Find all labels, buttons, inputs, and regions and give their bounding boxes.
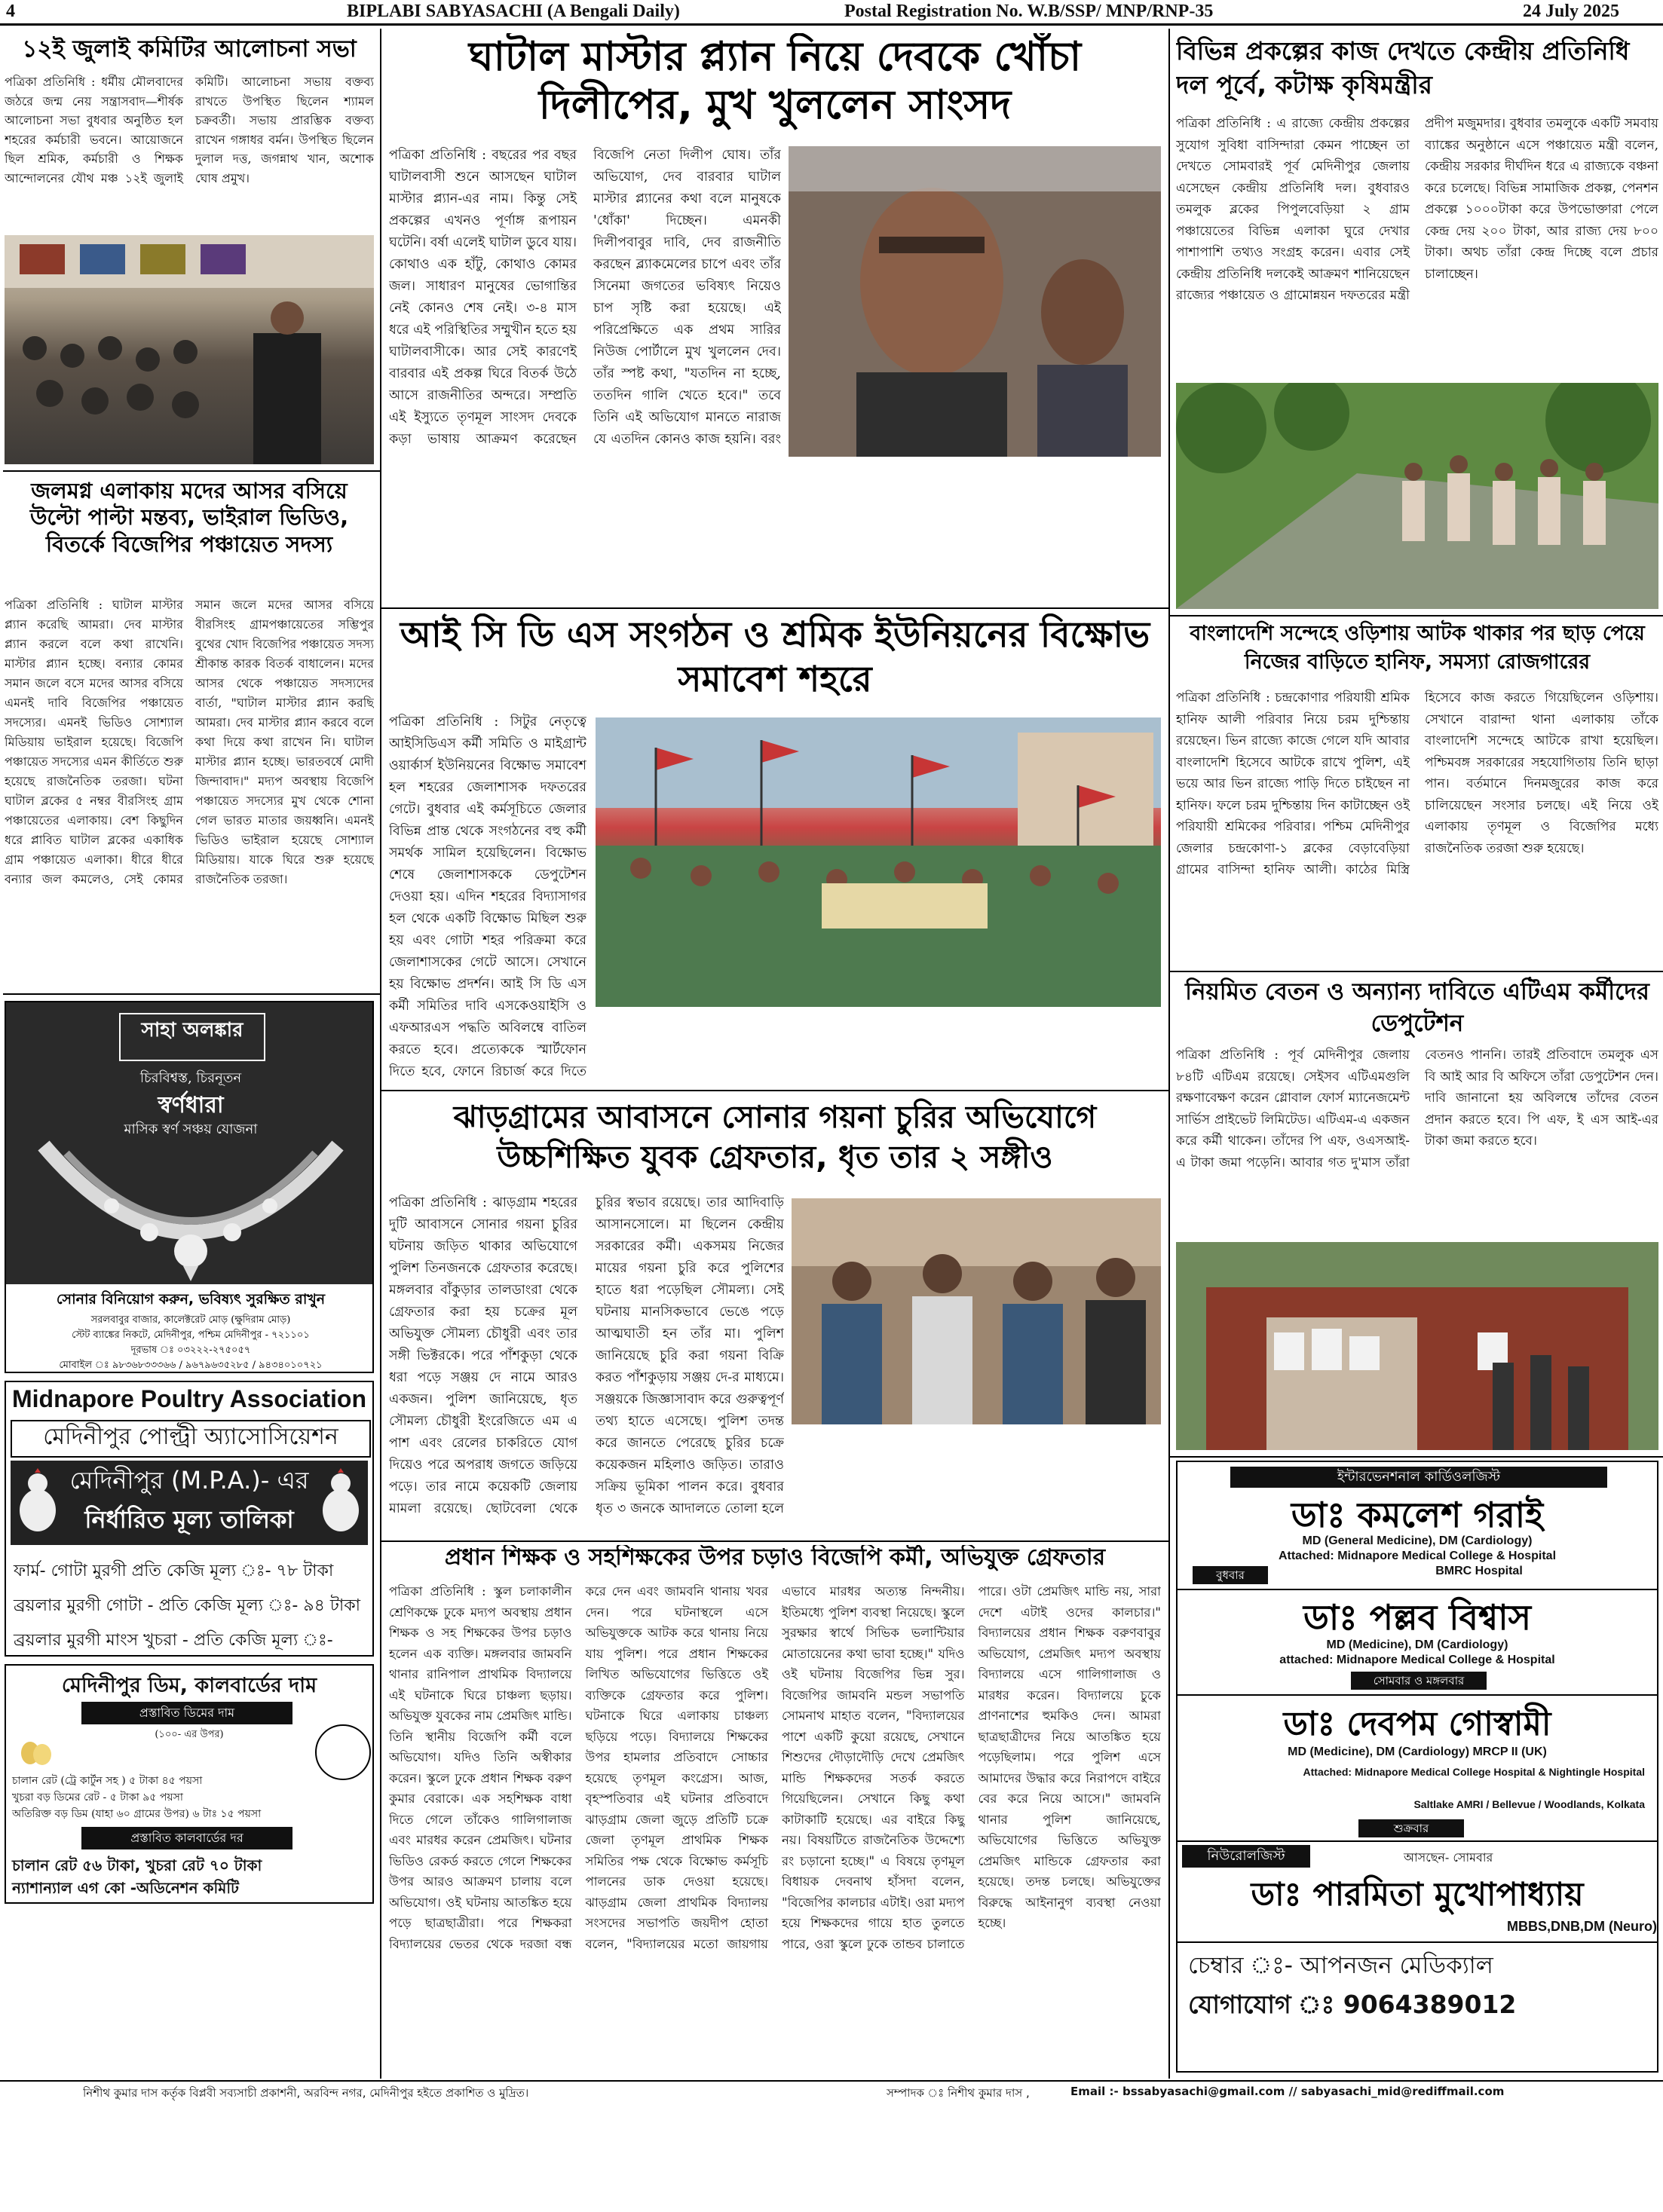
poultry-ad <box>5 1381 374 1657</box>
poultry-price-row: ব্রয়লার মুরগী মাংস খুচরা - প্রতি কেজি মূল্য ঃ- <box>14 1631 333 1650</box>
meeting-photo <box>5 235 374 464</box>
egg-price-row: অতিরিক্ত বড় ডিম (যাহা ৬০ গ্রামের উপর) ৬ টাঃ ১৫ পয়সা <box>12 1808 262 1820</box>
story-ghatal-continued <box>389 455 1161 604</box>
atm-photo-art <box>1176 1242 1658 1450</box>
jewellery-footer <box>6 1284 374 1373</box>
poultry-title-en: Midnapore Poultry Association <box>12 1385 366 1412</box>
poultry-title-bn: মেদিনীপুর পোল্ট্রী অ্যাসোসিয়েশন <box>11 1420 371 1458</box>
field-visit-photo-art <box>1176 383 1658 609</box>
dev-photo-art <box>789 146 1161 457</box>
story-atm-body: পত্রিকা প্রতিনিধি : পূর্ব মেদিনীপুর জেলায় ৮৪টি এটিএম রয়েছে। সেইসব এটিএমগুলি রক্ষণাবেক্ষণ করেন গ্লোবাল ফোর্স ম্যানেজমেন্ট সার্ভিস প্রাইভেট লিমিটেড। এটিএম-এ একজন করে কর্মী থাকেন। তাঁদের পি এফ, ওএসআই-এ টাকা জমা পড়েনি। আবার গত দু'মাস তাঁরা বেতনও পাননি। তারই প্রতিবাদে তমলুক এস বি আই আর বি অফিসে তাঁরা ডেপুটেশন দেন। দাবি জানানো হয় অবিলম্বে তাঁদের বেতন প্রদান করতে হবে। পি এফ, ই এস আই-এর টাকা জমা করতে হবে। <box>1176 1048 1658 1170</box>
kalbird-price-row: চালান রেট ৫৬ টাকা, খুচরা রেট ৭০ টাকা <box>12 1856 262 1874</box>
story-icds-continued <box>596 1013 1161 1085</box>
egg-title: মেদিনীপুর ডিম, কালবার্ডের দাম <box>61 1674 317 1697</box>
doctor3-attached: Attached: Midnapore Medical College Hospital & Nightingle Hospital <box>1303 1766 1645 1778</box>
story-central-body: পত্রিকা প্রতিনিধি : এ রাজ্যে কেন্দ্রীয় প্রকল্পের সুযোগ সুবিধা বাসিন্দারা কেমন পাচ্ছেন তা দেখতে সোমবারই পূর্ব মেদিনীপুর জেলায় এসেছেন কেন্দ্রীয় প্রতিনিধি দল। বুধবারও তমলুক ব্লকের পিপুলবেড়িয়া ২ গ্রাম পঞ্চায়েতের বিভিন্ন এলাকা ঘুরে দেখার পাশাপাশি তথ্যও সংগ্রহ করেন। এবার সেই কেন্দ্রীয় প্রতিনিধি দলকেই আক্রমণ শানিয়েছেন রাজ্যের পঞ্চায়েত ও গ্রামোন্নয়ন দফতরের মন্ত্রী প্রদীপ মজুমদার। বুধবার তমলুকে একটি সমবায় ব্যাঙ্কের অনুষ্ঠানে এসে পঞ্চায়েত মন্ত্রী বলেন, কেন্দ্রীয় সরকার দীর্ঘদিন ধরে এ রাজ্যকে বঞ্চনা করে চলেছে। বিভিন্ন সামাজিক প্রকল্প, পেনশন প্রকল্পে ১০০০টাকা করে উপভোক্তারা পেলে কেন্দ্র দেয় ২০০ টাকা, আর রাজ্য দেয় ৮০০ টাকা। অথচ তাঁরা কেন্দ্র দিচ্ছে বলে প্রচার চালাচ্ছেন। <box>1176 116 1658 303</box>
rally-photo <box>596 717 1161 1007</box>
doctor2-attached: attached: Midnapore Medical College & Hospital <box>1279 1654 1555 1666</box>
seal-icon <box>315 1724 371 1780</box>
arrest-photo-art <box>792 1198 1161 1424</box>
doctor-rule <box>1178 1840 1657 1842</box>
atm-photo <box>1176 1242 1658 1450</box>
egg-ad <box>5 1664 374 1904</box>
dev-photo <box>789 146 1161 457</box>
egg-icon <box>17 1736 54 1767</box>
section-rule <box>1168 971 1663 972</box>
doctor2-degree: MD (Medicine), DM (Cardiology) <box>1326 1638 1508 1651</box>
masthead <box>0 0 1663 26</box>
jewellery-phone: দূরভাষ ঃ ০৩২২২-২৭৫০৫৭ <box>130 1345 251 1356</box>
poultry-banner-line1: মেদিনীপুর (M.P.A.)- এর <box>69 1466 309 1495</box>
kalbird-price-list <box>12 1854 371 1899</box>
headline-jhargram: ঝাড়গ্রামের আবাসনে সোনার গয়না চুরির অভিযোগে উচ্চশিক্ষিত যুবক গ্রেফতার, ধৃত তার ২ সঙ্গীও <box>453 1099 1097 1176</box>
jewellery-scheme-sub: মাসিক স্বর্ণ সঞ্চয় যোজনা <box>124 1121 258 1137</box>
doctor3-attached2: Saltlake AMRI / Bellevue / Woodlands, Kolkata <box>1413 1798 1645 1810</box>
headline-central: বিভিন্ন প্রকল্পের কাজ দেখতে কেন্দ্রীয় প্রতিনিধি দল পূর্বে, কটাক্ষ কৃষিমন্ত্রীর <box>1176 36 1630 99</box>
headline-atm: নিয়মিত বেতন ও অন্যান্য দাবিতে এটিএম কর্মীদের ডেপুটেশন <box>1185 978 1649 1037</box>
story-committee-body: পত্রিকা প্রতিনিধি : ধর্মীয় মৌলবাদের জঠরে জন্ম নেয় সন্ত্রাসবাদ—শীর্ষক আলোচনা সভা বুধবার অনুষ্ঠিত হল শহরের কর্মচারী ভবনে। আয়োজনে ছিল শ্রমিক, কর্মচারী ও শিক্ষক আন্দোলনের যৌথ মঞ্চ ১২ই জুলাই কমিটি। আলোচনা সভায় বক্তব্য রাখতে উপস্থিত ছিলেন শ্যামল চক্রবর্তী। সভায় প্রারম্ভিক বক্তব্য রাখেন গঙ্গাধর বর্মন। উপস্থিত ছিলেন দুলাল দত্ত, জগন্নাথ খান, অশোক ঘোষ প্রমুখ। <box>5 75 374 185</box>
kalbird-price-row: ন্যাশান্যাল এগ কো -অডিনেশন কমিটি <box>12 1879 239 1897</box>
section-rule <box>381 1090 1168 1091</box>
paper-name: BIPLABI SABYASACHI (A Bengali Daily) <box>347 2 680 21</box>
poultry-price-row: ফার্ম- গোটা মুরগী প্রতি কেজি মূল্য ঃ- ৭৮ টাকা <box>14 1562 334 1580</box>
headline-bangladeshi: বাংলাদেশি সন্দেহে ওড়িশায় আটক থাকার পর ছাড় পেয়ে নিজের বাড়িতে হানিফ, সমস্যা রোজগারের <box>1190 622 1645 674</box>
egg-subtitle-note: (১০০- এর উপর) <box>155 1729 224 1740</box>
jewellery-logo: সাহা অলঙ্কার <box>119 1013 265 1061</box>
doctor2-name: ডাঃ পল্লব বিশ্বাস <box>1303 1597 1532 1638</box>
footer-email: Email :- bssabyasachi@gmail.com // sabyasachi_mid@rediffmail.com <box>1070 2085 1505 2098</box>
poultry-banner <box>11 1461 368 1545</box>
footer-imprint: নিশীথ কুমার দাস কর্তৃক বিপ্লবী সব্যসাচী প্রকাশনী, অরবিন্দ নগর, মেদিনীপুর হইতে প্রকাশিত ও মুদ্রিত। <box>83 2086 529 2100</box>
headline-icds: আই সি ডি এস সংগঠন ও শ্রমিক ইউনিয়নের বিক্ষোভ সমাবেশ শহরে <box>400 614 1150 700</box>
section-rule <box>381 607 1168 609</box>
doctor1-attached2: BMRC Hospital <box>1435 1565 1523 1577</box>
doctor1-name: ডাঃ কমলেশ গরাই <box>1291 1495 1544 1535</box>
registration: Postal Registration No. W.B/SSP/ MNP/RNP-35 <box>844 2 1214 21</box>
doctor3-name: ডাঃ দেবপম গোস্বামী <box>1283 1705 1551 1743</box>
doctor-rule <box>1178 1589 1657 1590</box>
arrest-photo <box>792 1198 1161 1424</box>
doctor-rule <box>1178 1941 1657 1943</box>
necklace-icon <box>36 1138 345 1281</box>
headline-teacher: প্রধান শিক্ষক ও সহশিক্ষকের উপর চড়াও বিজেপি কর্মী, অভিযুক্ত গ্রেফতার <box>444 1545 1106 1571</box>
egg-price-row: চালান রেট (ট্রে কার্টুন সহ ) ৫ টাকা ৪৫ পয়সা <box>12 1775 203 1787</box>
doctor1-day: বুধবার <box>1193 1566 1268 1584</box>
doctor3-day: শুক্রবার <box>1358 1819 1464 1837</box>
section-rule <box>3 993 380 995</box>
jewellery-ad <box>5 1001 374 1373</box>
column-rule <box>1168 29 1170 2079</box>
story-ghatal-body: পত্রিকা প্রতিনিধি : বছরের পর বছর ঘাটালবাসী শুনে আসছেন ঘাটাল মাস্টার প্ল্যান-এর নাম। কিন্তু সেই প্রকল্পের এখনও পূর্ণাঙ্গ রূপায়ন ঘটেনি। বর্ষা এলেই ঘাটাল ডুবে যায়। কোথাও এক হাঁটু, কোথাও কোমর জল। সাধারণ মানুষের ভোগান্তির নেই কোনও শেষ নেই। ৩-৪ মাস ধরে এই পরিস্থিতির সম্মুখীন হতে হয় ঘাটালবাসীকে। আর সেই কারণেই বারবার এই প্রকল্প ঘিরে বিতর্ক উঠে আসে রাজনীতির অন্দরে। সম্প্রতি এই ইস্যুতে তৃণমূল সাংসদ দেবকে কড়া ভাষায় আক্রমণ করেছেন বিজেপি নেতা দিলীপ ঘোষ। তাঁর অভিযোগ, দেব বারবার ঘাটাল মাস্টার প্ল্যানের কথা বলে মানুষকে 'ধোঁকা' দিচ্ছেন। এমনকী দিলীপবাবুর দাবি, দেব রাজনীতি করছেন ব্ল্যাকমেলের চাপে এবং তাঁর সিনেমা জগতের ভবিষ্যৎ নিয়েও চাপ সৃষ্টি করা হয়েছে। এই পরিপ্রেক্ষিতে এক প্রথম সারির নিউজ পোর্টালে মুখ খুললেন দেব। তাঁর স্পষ্ট কথা, "যতদিন না হচ্ছে, ততদিন গালি খেতে হবে।" তবে তিনি এই অভিযোগ মানতে নারাজ যে এতদিন কোনও কাজ হয়নি। বরং <box>389 148 781 447</box>
story-jhargram-body: পত্রিকা প্রতিনিধি : ঝাড়গ্রাম শহরের দুটি আবাসনে সোনার গয়না চুরির ঘটনায় জড়িত থাকার অভিযোগে পুলিশ তিনজনকে গ্রেফতার করেছে। মঙ্গলবার বাঁকুড়ার তালডাংরা থেকে গ্রেফতার করা হয় চক্রের মূল অভিযুক্ত সৌমল্য চৌধুরী এবং তার সঙ্গী ভিক্টরকে। পরে পাঁশকুড়া থেকে ধরা পড়ে সঞ্জয় দে নামে আরও একজন। পুলিশ জানিয়েছে, ধৃত সৌমল্য চৌধুরী ইংরেজিতে এম এ পাশ এবং রেলের চাকরিতে যোগ দিয়েও পরে অপরাধ জগতে জড়িয়ে পড়ে। তার নামে কয়েকটি জেলায় মামলা রয়েছে। ছোটবেলা থেকে চুরির স্বভাব রয়েছে। তার আদিবাড়ি আসানসোলে। মা ছিলেন কেন্দ্রীয় সরকারের কর্মী। একসময় নিজের মায়ের গয়না চুরি করে পুলিশের হাতে ধরা পড়েছিল সৌমল্য। সেই ঘটনায় মানসিকভাবে ভেঙে পড়ে আত্মঘাতী হন তাঁর মা। পুলিশ জানিয়েছে চুরি করা গয়না বিক্রি করত পাঁশকুড়ায় সঞ্জয় দে-র মাধ্যমে। সঞ্জয়কে জিজ্ঞাসাবাদ করে গুরুত্বপূর্ণ তথ্য হাতে এসেছে। পুলিশ তদন্ত করে জানতে পেরেছে চুরির চক্রে কয়েকজন মহিলাও জড়িত। তারাও সক্রিয় ভূমিকা পালন করে। বুধবার ধৃত ৩ জনকে আদালতে তোলা হলে <box>389 1195 784 1516</box>
poultry-price-row: ব্রয়লার মুরগী গোটা - প্রতি কেজি মূল্য ঃ- ৯৪ টাকা <box>14 1596 361 1615</box>
doctors-ad <box>1176 1461 1658 2073</box>
doctor-rule <box>1178 1694 1657 1696</box>
page-number: 4 <box>6 2 15 21</box>
doctor1-degree: MD (General Medicine), DM (Cardiology) <box>1302 1534 1533 1547</box>
doctor4-day: আসছেন- সোমবার <box>1404 1850 1493 1865</box>
story-icds-body: পত্রিকা প্রতিনিধি : সিটুর নেতৃত্বে আইসিডিএস কর্মী সমিতি ও মাইগ্রান্ট ওয়ার্কার্স ইউনিয়নের বিক্ষোভ সমাবেশ হল শহরের জেলাশাসক দফতরের গেটে। বুধবার এই কর্মসূচিতে জেলার বিভিন্ন প্রান্ত থেকে সংগঠনের বহু কর্মী সমর্থক সামিল হয়েছিলেন। বিক্ষোভ শেষে জেলাশাসককে ডেপুটেশন দেওয়া হয়। এদিন শহরের বিদ্যাসাগর হল থেকে একটি বিক্ষোভ মিছিল শুরু হয় এবং গোটা শহর পরিক্রমা করে জেলাশাসকের গেটে আসে। সেখানে হয় বিক্ষোভ প্রদর্শন। আই সি ডি এস কর্মী সমিতির দাবি এসকেওয়াইসি ও এফআরএস পদ্ধতি অবিলম্বে বাতিল করতে হবে। প্রত্যেককে স্মার্টফোন দিতে হবে, ফোনে রিচার্জ করে দিতে <box>389 714 586 1079</box>
story-panchayat-body: পত্রিকা প্রতিনিধি : ঘাটাল মাস্টার প্ল্যান করেছি আমরা। দেব মাস্টার প্ল্যান করলে বলে কথা রাখেনি। মাস্টার প্ল্যান হচ্ছে। বন্যার কোমর সমান জলে বসে মদের আসর বসিয়ে এমনই দাবি বিজেপির পঞ্চায়েত সদস্যের। এমনই ভিডিও সোশ্যাল মিডিয়ায় ভাইরাল হয়েছে। বিজেপি পঞ্চায়েত সদস্যের এমন কীর্তিতে শুরু হয়েছে রাজনৈতিক তরজা। ঘটনা ঘাটাল ব্লকের ৫ নম্বর বীরসিংহ গ্রাম পঞ্চায়েতের এলাকায়। বেশ কিছুদিন ধরে প্লাবিত ঘাটাল ব্লকের একাধিক গ্রাম পঞ্চায়েত এলাকা। ধীরে ধীরে বন্যার জল কমলেও, সেই কোমর সমান জলে মদের আসর বসিয়ে বীরসিংহ গ্রামপঞ্চায়েতের সম্ভিপুর বুথের খোদ বিজেপির পঞ্চায়েত সদস্য শ্রীকান্ত কারক বিতর্ক বাধালেন। মদের আসর থেকে পঞ্চায়েত সদস্যদের বার্তা, "ঘাটাল মাস্টার প্ল্যান করছি আমরা। দেব মাস্টার প্ল্যান করবে বলে কথা দিয়ে কথা রাখেন নি। ঘাটাল মাস্টার প্ল্যান হচ্ছে। ভারতবর্ষে মোদী জিন্দাবাদ।" মদ্যপ অবস্থায় বিজেপি পঞ্চায়েত সদস্যের মুখ থেকে শোনা গেল ভারত মাতার জয়ধ্বনি। এমনই ভিডিও ভাইরাল হয়েছে সোশ্যাল মিডিয়ায়। যাকে ঘিরে শুরু হয়েছে রাজনৈতিক তরজা। <box>5 598 374 886</box>
hen-icon <box>321 1468 363 1537</box>
section-rule <box>381 1540 1168 1542</box>
section-rule <box>1168 615 1663 616</box>
meeting-photo-art <box>5 235 374 464</box>
kalbird-subtitle: প্রস্তাবিত কালবার্ডের দর <box>81 1827 292 1849</box>
headline-panchayat: জলমগ্ন এলাকায় মদের আসর বসিয়ে উল্টো পাল্টা মন্তব্য, ভাইরাল ভিডিও, বিতর্কে বিজেপির পঞ্চায়েত সদস্য <box>29 478 349 557</box>
doctor4-name: ডাঃ পারমিতা মুখোপাধ্যায় <box>1251 1876 1584 1914</box>
jewellery-address2: স্টেট ব্যাঙ্কের নিকটে, মেদিনীপুর, পশ্চিম মেদিনীপুর - ৭২১১০১ <box>72 1329 310 1341</box>
doctor1-attached: Attached: Midnapore Medical College & Hospital <box>1278 1550 1557 1562</box>
story-teacher-body: পত্রিকা প্রতিনিধি : স্কুল চলাকালীন শ্রেণিকক্ষে ঢুকে মদ্যপ অবস্থায় প্রধান শিক্ষক ও সহ শিক্ষকের উপর চড়াও হলেন এক ব্যক্তি। মঙ্গলবার জামবনি থানার রানিপাল প্রাথমিক বিদ্যালয়ে এই ঘটনাকে ঘিরে চাঞ্চল্য ছড়ায়। অভিযুক্ত যুবকের নাম প্রেমজিৎ মান্ডি। তিনি স্থানীয় বিজেপি কর্মী বলে অভিযোগ। যদিও তিনি অস্বীকার করেন। স্কুলে ঢুকে প্রধান শিক্ষক বরুণ কুমার বেরাকে। এক সহশিক্ষক বাধা দিতে গেলে তাঁকেও গালিগালাজ এবং মারধর করেন প্রেমজিৎ। ঘটনার ভিডিও রেকর্ড করতে গেলে শিক্ষকের উপর আরও আক্রমণ চালায় বলে অভিযোগ। ওই ঘটনায় আতঙ্কিত হয়ে পড়ে ছাত্রছাত্রীরা। পরে শিক্ষকরা বিদ্যালয়ের ভেতর থেকে দরজা বন্ধ করে দেন এবং জামবনি থানায় খবর দেন। পরে ঘটনাস্থলে এসে অভিযুক্তকে আটক করে থানায় নিয়ে যায় পুলিশ। পরে প্রধান শিক্ষকের লিখিত অভিযোগের ভিত্তিতে ওই ব্যক্তিকে গ্রেফতার করে পুলিশ। ঘটনাকে ঘিরে এলাকায় চাঞ্চল্য ছড়িয়ে পড়ে। বিদ্যালয়ে শিক্ষকের উপর হামলার প্রতিবাদে সোচ্চার হয়েছে তৃণমূল কংগ্রেস। আজ, বৃহস্পতিবার এই ঘটনার প্রতিবাদে ঝাড়গ্রাম জেলা জুড়ে প্রতিটি চক্রে জেলা তৃণমূল প্রাথমিক শিক্ষক সমিতির পক্ষ থেকে বিক্ষোভ কর্মসূচি পালনের ডাক দেওয়া হয়েছে। ঝাড়গ্রাম জেলা প্রাথমিক বিদ্যালয় সংসদের সভাপতি জয়দীপ হোতা বলেন, "বিদ্যালয়ের মতো জায়গায় এভাবে মারধর অত্যন্ত নিন্দনীয়। ইতিমধ্যে পুলিশ ব্যবস্থা নিয়েছে। স্কুলে সুরক্ষার স্বার্থে সিভিক ভলান্টিয়ার মোতায়েনের কথা ভাবা হচ্ছে।" যদিও ওই ঘটনায় বিজেপির ভিন্ন সুর। বিজেপির জামবনি মন্ডল সভাপতি সোমনাথ মাহাত বলেন, "বিদ্যালয়ের পাশে একটি কুয়ো রয়েছে, সেখানে শিশুদের দৌড়াদৌড়ি দেখে প্রেমজিৎ মান্ডি শিক্ষকদের সতর্ক করতে গিয়েছিলেন। সেখানে কিছু কথা কাটাকাটি হয়েছে। এর বাইরে কিছু নয়। বিষয়টিতে রাজনৈতিক উদ্দেশ্যে রং চড়ানো হচ্ছে।" এ বিষয়ে তৃণমূল বিধায়ক দেবনাথ হাঁসদা বলেন, "বিজেপির কালচার এটাই। ওরা মদ্যপ হয়ে শিক্ষকদের গায়ে হাত তুলতে পারে, ওরা স্কুলে ঢুকে তান্ডব চালাতে পারে। ওটা প্রেমজিৎ মান্ডি নয়, সারা দেশে এটাই ওদের কালচার।" বিদ্যালয়ের প্রধান শিক্ষক বরুণবাবুর অভিযোগ, প্রেমজিৎ মদ্যপ অবস্থায় বিদ্যালয়ে এসে গালিগালাজ ও মারধর করেন। বিদ্যালয়ে চুকে প্রাণনাশের হুমকিও দেন। আমরা ছাত্রছাত্রীদের নিয়ে আতঙ্কিত হয়ে পড়েছিলাম। পরে পুলিশ এসে আমাদের উদ্ধার করে নিরাপদে বাইরে বের করে নিয়ে আসে।" জামবনি থানার পুলিশ জানিয়েছে, অভিযোগের ভিত্তিতে অভিযুক্ত প্রেমজিৎ মান্ডিকে গ্রেফতার করা হয়েছে। তদন্ত চলছে। অভিযুক্তের বিরুদ্ধে আইনানুগ ব্যবস্থা নেওয়া হচ্ছে। <box>389 1584 1161 1951</box>
jewellery-address1: সরলবাবুর বাজার, কালেক্টরেট মোড় (ক্ষুদিরাম মোড়) <box>90 1314 291 1326</box>
poultry-price-list <box>14 1554 368 1657</box>
doctor4-degree: MBBS,DNB,DM (Neuro) <box>1507 1919 1657 1934</box>
hen-icon <box>15 1468 57 1537</box>
section-rule <box>3 470 380 472</box>
contact-number: যোগাযোগ ঃ 9064389012 <box>1188 1990 1517 2019</box>
footer-rule <box>0 2080 1663 2082</box>
field-visit-photo <box>1176 383 1658 609</box>
footer-editor: সম্পাদক ঃ নিশীথ কুমার দাস , <box>887 2086 1030 2100</box>
egg-subtitle: প্রস্তাবিত ডিমের দাম <box>81 1702 292 1724</box>
rally-photo-art <box>596 717 1161 1007</box>
jewellery-tagline: চিরবিশ্বস্ত, চিরনূতন <box>139 1070 242 1086</box>
jewellery-mobile: মোবাইল ঃ ৯৮৩৬৮৩৩৩৬৬ / ৯৬৭৯৬৩৫২৮৫ / ৯৪৩৪০১০৭২১ <box>59 1360 323 1371</box>
jewellery-scheme: স্বর্ণধারা <box>158 1092 224 1118</box>
egg-price-row: খুচরা বড় ডিমের রেট - ৫ টাকা ৯৫ পয়সা <box>12 1791 183 1804</box>
doctor4-specialty: নিউরোলজিস্ট <box>1182 1845 1310 1868</box>
egg-price-list <box>12 1773 314 1822</box>
issue-date: 24 July 2025 <box>1523 2 1620 21</box>
jewellery-slogan: সোনার বিনিয়োগ করুন, ভবিষ্যৎ সুরক্ষিত রাখুন <box>56 1291 326 1308</box>
poultry-banner-line2: নির্ধারিত মূল্য তালিকা <box>84 1505 294 1534</box>
story-jhargram-continued <box>792 1430 1161 1536</box>
section-rule <box>1168 1456 1663 1458</box>
doctor3-degree: MD (Medicine), DM (Cardiology) MRCP II (UK) <box>1288 1745 1547 1758</box>
column-rule <box>380 29 381 2079</box>
headline-committee: ১২ই জুলাই কমিটির আলোচনা সভা <box>22 36 357 63</box>
doctor1-specialty: ইন্টারভেনশনাল কার্ডিওলজিস্ট <box>1230 1467 1607 1488</box>
chamber-address: চেম্বার ঃ- আপনজন মেডিক্যাল <box>1188 1952 1493 1979</box>
story-bangladeshi-body: পত্রিকা প্রতিনিধি : চন্দ্রকোণার পরিযায়ী শ্রমিক হানিফ আলী পরিবার নিয়ে চরম দুশ্চিন্তায় রয়েছেন। ভিন রাজ্যে কাজে গেলে যদি আবার বাংলাদেশি হিসেবে আটকে রাখে পুলিশ, এই ভয়ে আর ভিন রাজ্যে পাড়ি দিতে চাইছেন না হানিফ। ফলে চরম দুশ্চিন্তায় দিন কাটাচ্ছেন ওই পরিযায়ী শ্রমিকের পরিবার। পশ্চিম মেদিনীপুর জেলার চন্দ্রকোণা-১ ব্লকের বেড়াবেড়িয়া গ্রামের বাসিন্দা হানিফ আলী। কাঠের মিস্ত্রি হিসেবে কাজ করতে গিয়েছিলেন ওড়িশায়। সেখানে বারান্দা থানা এলাকায় তাঁকে বাংলাদেশি সন্দেহে আটকে রাখা হয়েছিল। পশ্চিমবঙ্গ সরকারের সহযোগিতায় তিনি ছাড়া পান। বর্তমানে দিনমজুরের কাজ করে চালিয়েছেন সংসার চলছে। এই নিয়ে ওই এলাকায় তৃণমূল ও বিজেপির মধ্যে রাজনৈতিক তরজা শুরু হয়েছে। <box>1176 690 1658 877</box>
headline-ghatal: ঘাটাল মাস্টার প্ল্যান নিয়ে দেবকে খোঁচা দিলীপের, মুখ খুললেন সাংসদ <box>468 34 1082 128</box>
doctor2-day: সোমবার ও মঙ্গলবার <box>1351 1672 1487 1690</box>
